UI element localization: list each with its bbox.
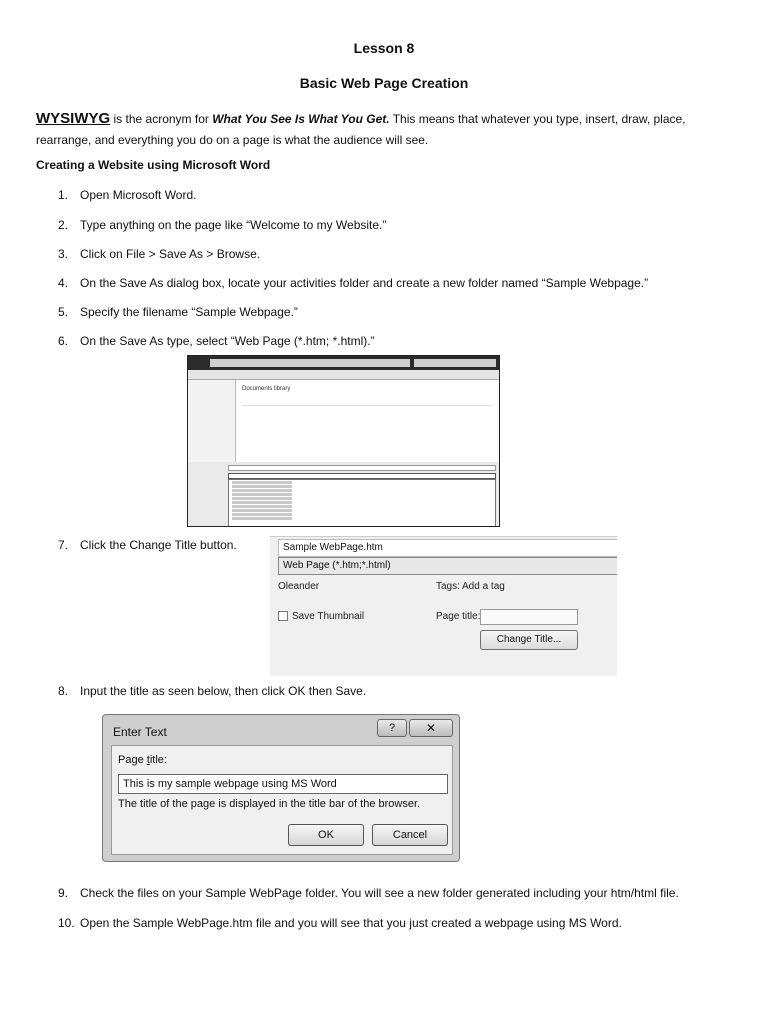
intro-paragraph [36, 108, 736, 151]
column-headers [242, 400, 492, 406]
step-9: 9. Check the files on your Sample WebPage folder. You will see a new folder generated including your htm/html file. [58, 886, 679, 900]
page-title: Basic Web Page Creation [299, 75, 469, 91]
page-title-input: This is my sample webpage using MS Word [118, 774, 448, 794]
step-7: 7. Click the Change Title button. [58, 538, 237, 552]
page-title-field [480, 609, 578, 625]
change-title-screenshot [270, 536, 617, 676]
acronym: WYSIWYG [36, 110, 111, 127]
dialog-body [111, 745, 453, 855]
author-value: Oleander [278, 581, 320, 592]
library-title: Documents library [242, 386, 291, 392]
page-title-label: Page title: [118, 754, 167, 766]
cancel-button: Cancel [372, 824, 448, 846]
filename-field [228, 465, 496, 471]
step-6: 6. On the Save As type, select “Web Page (*.htm; *.html).” [58, 334, 375, 348]
section-heading: Creating a Website using Microsoft Word [36, 158, 271, 172]
step-1: 1. Open Microsoft Word. [58, 188, 197, 202]
search-box [414, 359, 496, 367]
save-thumbnail-checkbox [278, 611, 288, 621]
step-2: 2. Type anything on the page like “Welcome to my Website.” [58, 218, 387, 232]
filetype-field: Web Page (*.htm;*.html) [278, 557, 617, 575]
save-thumbnail-label: Save Thumbnail [292, 611, 365, 622]
dialog-toolbar [188, 370, 499, 380]
file-list-area [236, 380, 500, 462]
acronym-expansion: What You See Is What You Get. [212, 112, 390, 126]
page-title-label: Page title: [436, 611, 481, 622]
filename-field: Sample WebPage.htm [278, 539, 617, 557]
intro-text-1: is the acronym for [110, 112, 213, 126]
ok-button: OK [288, 824, 364, 846]
tags-value: Add a tag [462, 581, 505, 592]
lesson-number: Lesson 8 [353, 40, 415, 56]
help-icon: ? [377, 719, 407, 737]
address-bar [188, 356, 499, 370]
dialog-title: Enter Text [113, 725, 167, 739]
change-title-button: Change Title... [480, 630, 578, 650]
tags-label: Tags: [436, 581, 460, 592]
save-as-dialog-screenshot [187, 355, 500, 527]
close-icon: ✕ [409, 719, 453, 737]
step-3: 3. Click on File > Save As > Browse. [58, 247, 261, 261]
save-form [188, 462, 499, 527]
step-10: 10. Open the Sample WebPage.htm file and you will see that you just created a webpage using MS Word. [58, 916, 622, 930]
step-4: 4. On the Save As dialog box, locate your activities folder and create a new folder named “Sample Webpage.” [58, 276, 649, 290]
dialog-description: The title of the page is displayed in the title bar of the browser. [118, 798, 421, 810]
step-5: 5. Specify the filename “Sample Webpage.” [58, 305, 298, 319]
step-8: 8. Input the title as seen below, then click OK then Save. [58, 684, 367, 698]
save-as-type-dropdown [228, 479, 496, 527]
enter-text-dialog-screenshot [102, 714, 460, 862]
navigation-pane [188, 380, 236, 462]
intro-text-2: This means that whatever you type, insert, draw, place, rearrange, and everything you do on a page is what the audience will see. [36, 112, 686, 147]
